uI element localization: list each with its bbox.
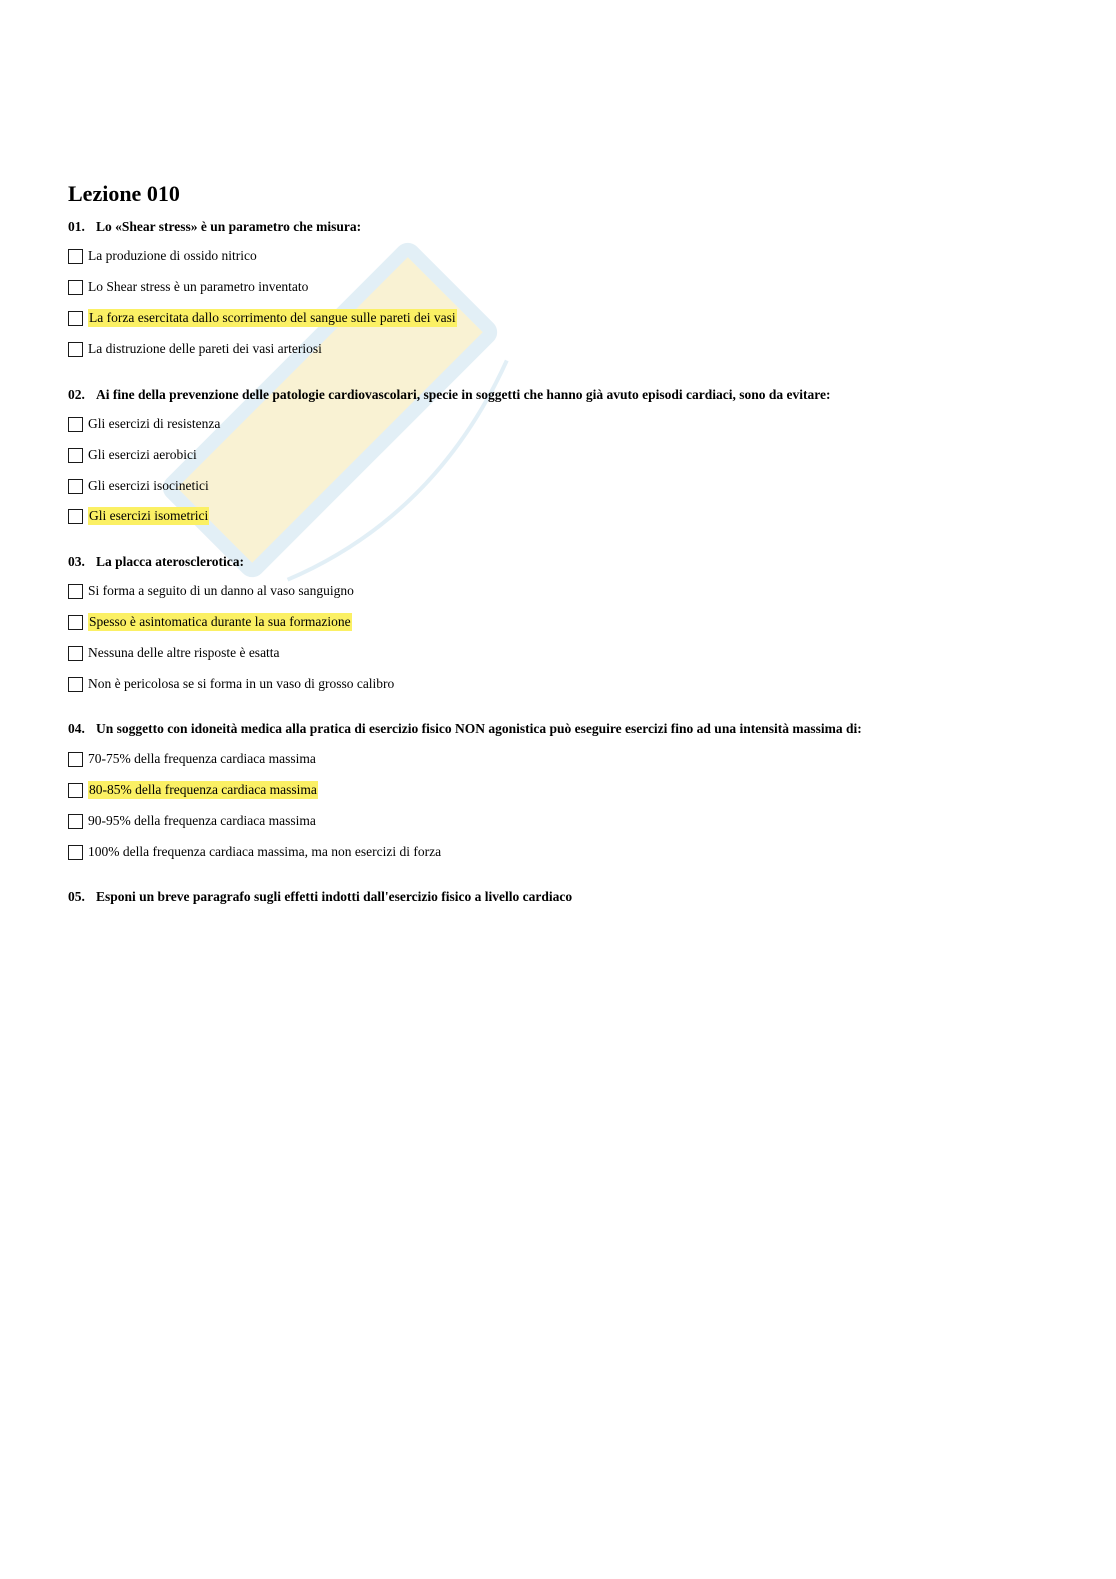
question-prompt: Esponi un breve paragrafo sugli effetti indotti dall'esercizio fisico a livello cardiaco bbox=[96, 889, 573, 904]
answer-label-highlighted: 80-85% della frequenza cardiaca massima bbox=[89, 782, 317, 797]
answer-label: Non è pericolosa se si forma in un vaso di grosso calibro bbox=[88, 676, 395, 691]
answer-option[interactable] bbox=[68, 339, 322, 359]
checkbox[interactable] bbox=[68, 342, 83, 357]
checkbox[interactable] bbox=[68, 479, 83, 494]
answer-label: Gli esercizi isocinetici bbox=[88, 478, 209, 493]
question-prompt: Ai fine della prevenzione delle patologie cardiovascolari, specie in soggetti che hanno già avuto episodi cardiaci, sono da evitare: bbox=[96, 387, 831, 402]
answer-label-highlighted: Gli esercizi isometrici bbox=[89, 508, 209, 523]
checkbox[interactable] bbox=[68, 845, 83, 860]
checkbox[interactable] bbox=[68, 752, 83, 767]
answer-label: La distruzione delle pareti dei vasi arteriosi bbox=[88, 341, 322, 356]
question-text bbox=[68, 553, 1068, 571]
checkbox[interactable] bbox=[68, 509, 83, 524]
answer-option[interactable] bbox=[68, 674, 394, 694]
question-prompt: Un soggetto con idoneità medica alla pratica di esercizio fisico NON agonistica può eseguire esercizi fino ad una intensità massima di: bbox=[96, 721, 862, 736]
checkbox[interactable] bbox=[68, 677, 83, 692]
answer-option-correct[interactable] bbox=[68, 612, 352, 632]
page-title: Lezione 010 bbox=[68, 181, 180, 206]
question-number: 03. bbox=[68, 554, 85, 569]
answer-label: Lo Shear stress è un parametro inventato bbox=[88, 279, 309, 294]
answer-option[interactable] bbox=[68, 476, 209, 496]
answer-option-correct[interactable] bbox=[68, 506, 209, 526]
question-number: 01. bbox=[68, 219, 85, 234]
checkbox[interactable] bbox=[68, 584, 83, 599]
question-03 bbox=[68, 553, 1068, 691]
answer-option-correct[interactable] bbox=[68, 780, 318, 800]
checkbox[interactable] bbox=[68, 783, 83, 798]
checkbox[interactable] bbox=[68, 280, 83, 295]
checkbox[interactable] bbox=[68, 417, 83, 432]
answer-option[interactable] bbox=[68, 414, 220, 434]
question-text bbox=[68, 218, 1068, 236]
checkbox[interactable] bbox=[68, 646, 83, 661]
checkbox[interactable] bbox=[68, 814, 83, 829]
question-05 bbox=[68, 888, 1068, 906]
answer-label: 70-75% della frequenza cardiaca massima bbox=[88, 751, 316, 766]
answer-label: La produzione di ossido nitrico bbox=[88, 248, 257, 263]
checkbox[interactable] bbox=[68, 249, 83, 264]
answer-label: 100% della frequenza cardiaca massima, ma non esercizi di forza bbox=[88, 844, 442, 859]
question-number: 02. bbox=[68, 387, 85, 402]
answer-label: 90-95% della frequenza cardiaca massima bbox=[88, 813, 316, 828]
answer-option[interactable] bbox=[68, 811, 316, 831]
answer-option[interactable] bbox=[68, 842, 441, 862]
question-text bbox=[68, 720, 1068, 738]
answer-label-highlighted: La forza esercitata dallo scorrimento del sangue sulle pareti dei vasi bbox=[89, 310, 456, 325]
answer-option[interactable] bbox=[68, 643, 280, 663]
question-text bbox=[68, 386, 1068, 404]
answer-option[interactable] bbox=[68, 277, 308, 297]
question-text bbox=[68, 888, 1068, 906]
checkbox[interactable] bbox=[68, 311, 83, 326]
question-01 bbox=[68, 218, 1068, 356]
answer-option-correct[interactable] bbox=[68, 308, 457, 328]
question-04 bbox=[68, 720, 1068, 859]
answer-label: Si forma a seguito di un danno al vaso sanguigno bbox=[88, 583, 354, 598]
answer-label-highlighted: Spesso è asintomatica durante la sua formazione bbox=[89, 614, 351, 629]
checkbox[interactable] bbox=[68, 448, 83, 463]
answer-label: Gli esercizi di resistenza bbox=[88, 416, 221, 431]
answer-option[interactable] bbox=[68, 445, 197, 465]
answer-option[interactable] bbox=[68, 246, 257, 266]
checkbox[interactable] bbox=[68, 615, 83, 630]
answer-label: Gli esercizi aerobici bbox=[88, 447, 197, 462]
question-number: 05. bbox=[68, 889, 85, 904]
question-number: 04. bbox=[68, 721, 85, 736]
answer-label: Nessuna delle altre risposte è esatta bbox=[88, 645, 280, 660]
answer-option[interactable] bbox=[68, 749, 316, 769]
answer-option[interactable] bbox=[68, 581, 354, 601]
question-prompt: La placca aterosclerotica: bbox=[96, 554, 244, 569]
question-prompt: Lo «Shear stress» è un parametro che misura: bbox=[96, 219, 362, 234]
question-02 bbox=[68, 386, 1068, 523]
